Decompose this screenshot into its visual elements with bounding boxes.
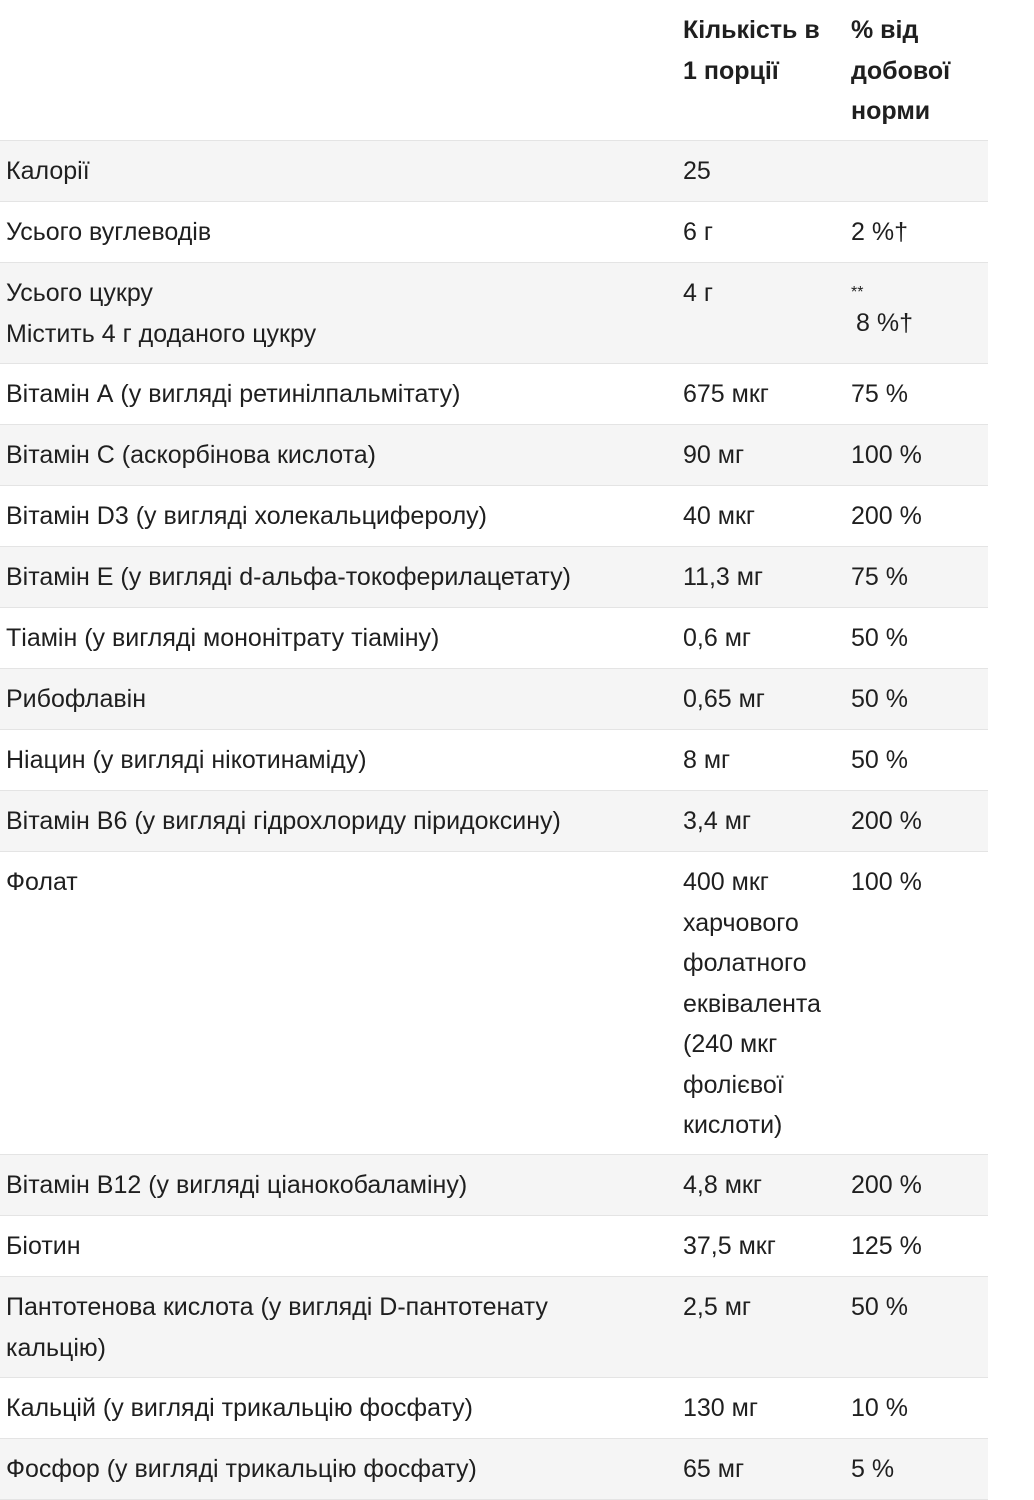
nutrient-amount: 4,8 мкг [683,1171,762,1199]
table-row [0,547,988,608]
nutrient-amount [683,852,851,1154]
table-row [0,263,988,364]
nutrient-amount: 0,6 мг [683,624,752,652]
header-amount [683,0,851,140]
header-dv-line2: добової [851,56,951,85]
nutrient-dv-line2: 8 %† [856,309,913,337]
nutrient-amount-line: (240 мкг [683,1030,778,1058]
nutrient-dv: 50 % [851,685,908,713]
nutrient-name [0,263,683,363]
nutrient-dv: 50 % [851,624,908,652]
nutrient-name-line2: Містить 4 г доданого цукру [6,319,317,348]
nutrient-amount: 8 мг [683,746,731,774]
nutrient-dv [851,263,988,363]
nutrient-amount: 3,4 мг [683,807,752,835]
nutrient-name [0,1277,683,1377]
nutrient-name: Вітамін B6 (у вигляді гідрохлориду піридоксину) [6,807,561,835]
nutrient-name: Фолат [6,868,78,896]
table-row [0,1378,988,1439]
nutrient-amount: 11,3 мг [683,563,764,591]
table-row [0,791,988,852]
nutrient-name: Вітамін E (у вигляді d-альфа-токоферилацетату) [6,563,571,591]
table-row [0,669,988,730]
header-nutrient [0,0,683,140]
nutrient-name: Вітамін А (у вигляді ретинілпальмітату) [6,380,461,408]
nutrient-dv: 200 % [851,807,922,835]
nutrient-amount-line: еквівалента [683,989,821,1018]
header-amount-line2: 1 порції [683,56,779,85]
header-amount-line1: Кількість в [683,16,820,44]
table-row [0,852,988,1155]
table-row [0,486,988,547]
nutrient-name: Вітамін B12 (у вигляді ціанокобаламіну) [6,1171,468,1199]
table-row [0,364,988,425]
table-row [0,1155,988,1216]
nutrient-dv [851,141,988,201]
table-row [0,608,988,669]
nutrient-amount: 37,5 мкг [683,1232,776,1260]
table-row [0,1216,988,1277]
nutrient-amount: 25 [683,157,711,185]
nutrient-amount: 6 г [683,218,713,246]
nutrient-dv: 50 % [851,746,908,774]
nutrient-dv: 10 % [851,1394,908,1422]
nutrient-name: Фосфор (у вигляді трикальцію фосфату) [6,1455,477,1483]
nutrient-amount-line: 400 мкг [683,868,769,896]
table-row [0,425,988,486]
footnote-marker: ** [851,284,864,301]
nutrient-name-line2: кальцію) [6,1333,106,1362]
nutrient-name: Рибофлавін [6,685,147,713]
nutrient-dv: 5 % [851,1455,895,1483]
table-row [0,1439,988,1500]
nutrient-name: Кальцій (у вигляді трикальцію фосфату) [6,1394,474,1422]
nutrient-dv: 125 % [851,1232,922,1260]
nutrient-amount-line: кислоти) [683,1111,783,1139]
nutrient-name: Вітамін D3 (у вигляді холекальциферолу) [6,502,487,530]
nutrient-name: Усього вуглеводів [6,218,212,246]
header-daily-value [851,0,988,140]
nutrient-amount: 65 мг [683,1455,745,1483]
nutrient-dv: 2 %† [851,218,908,246]
nutrient-dv: 200 % [851,502,922,530]
nutrient-name: Калорії [6,157,90,185]
nutrient-amount: 2,5 мг [683,1293,752,1321]
nutrient-dv: 100 % [851,441,922,469]
table-row [0,1277,988,1378]
nutrient-dv: 200 % [851,1171,922,1199]
table-row [0,202,988,263]
nutrient-dv: 75 % [851,563,908,591]
nutrient-amount: 675 мкг [683,380,769,408]
nutrient-amount-line: фолатного [683,949,807,977]
nutrient-amount: 0,65 мг [683,685,765,713]
nutrient-dv: 100 % [851,868,922,896]
table-row [0,730,988,791]
nutrient-name: Біотин [6,1232,81,1260]
nutrient-amount: 130 мг [683,1394,758,1422]
nutrient-name: Вітамін C (аскорбінова кислота) [6,441,377,469]
table-row [0,141,988,202]
nutrient-dv: 75 % [851,380,908,408]
nutrient-amount: 4 г [683,279,713,307]
table-header [0,0,988,141]
header-dv-line1: % від [851,16,919,44]
nutrient-name-line1: Усього цукру [6,279,153,307]
header-dv-line3: норми [851,97,931,125]
nutrient-amount-line: фолієвої [683,1070,784,1099]
nutrient-amount: 90 мг [683,441,745,469]
nutrient-name: Тіамін (у вигляді мононітрату тіаміну) [6,624,440,652]
nutrient-amount: 40 мкг [683,502,755,530]
nutrient-amount-line: харчового [683,908,799,937]
nutrient-name: Ніацин (у вигляді нікотинаміду) [6,746,367,774]
nutrient-dv: 50 % [851,1293,908,1321]
nutrient-name-line1: Пантотенова кислота (у вигляді D-пантотенату [6,1293,548,1321]
